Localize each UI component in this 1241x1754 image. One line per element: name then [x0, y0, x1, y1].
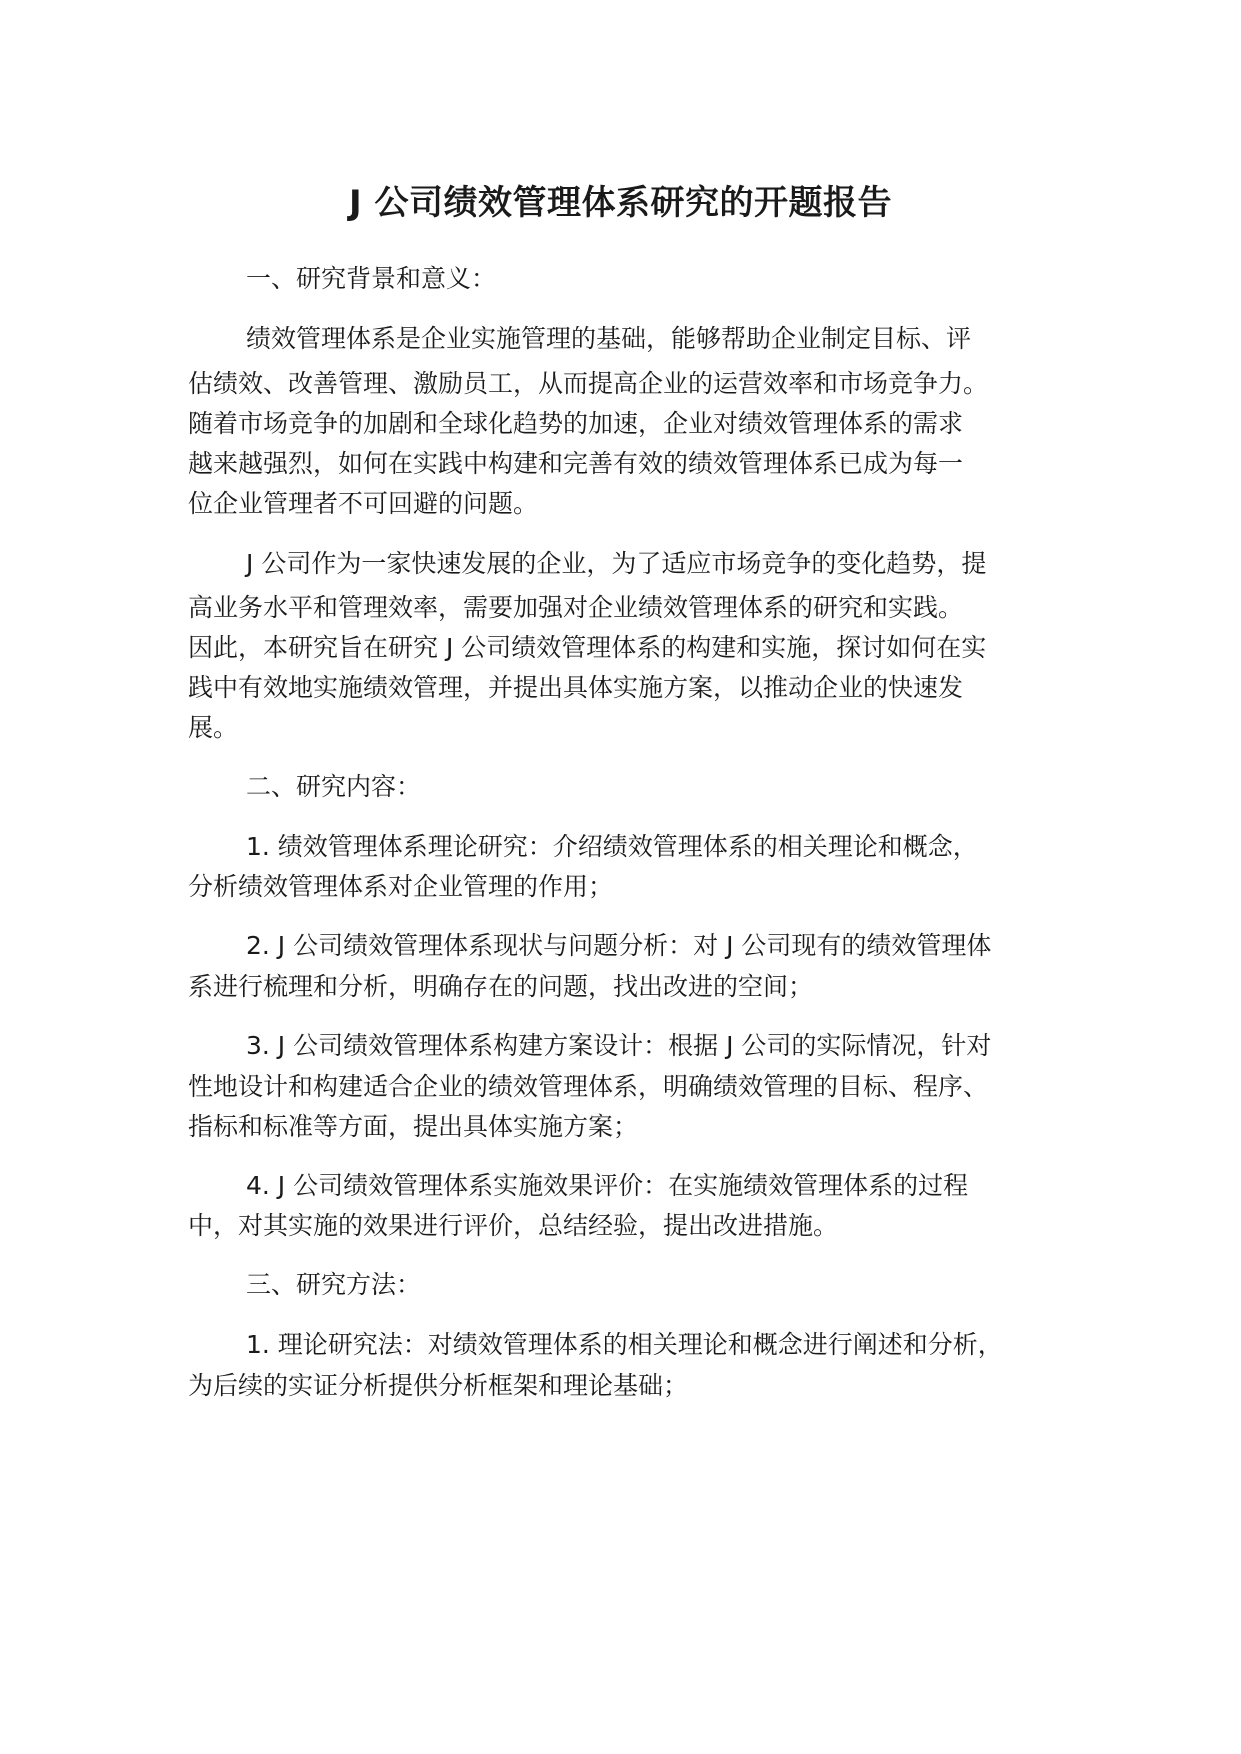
section-heading-content: 二、研究内容：: [246, 772, 422, 801]
paragraph-line: 位企业管理者不可回避的问题。: [188, 489, 539, 518]
list-item-line: 指标和标准等方面，提出具体实施方案；: [188, 1112, 639, 1141]
paragraph-line: 随着市场竞争的加剧和全球化趋势的加速，企业对绩效管理体系的需求: [188, 409, 964, 438]
list-item-line: 1. 绩效管理体系理论研究：介绍绩效管理体系的相关理论和概念，: [246, 832, 978, 861]
list-item-line: 3. J 公司绩效管理体系构建方案设计：根据 J 公司的实际情况，针对: [246, 1031, 992, 1060]
paragraph-line: 绩效管理体系是企业实施管理的基础，能够帮助企业制定目标、评: [246, 324, 972, 353]
list-item-line: 1. 理论研究法：对绩效管理体系的相关理论和概念进行阐述和分析，: [246, 1330, 1003, 1359]
list-item-line: 系进行梳理和分析，明确存在的问题，找出改进的空间；: [188, 972, 814, 1001]
list-item-line: 中，对其实施的效果进行评价，总结经验，提出改进措施。: [188, 1211, 839, 1240]
paragraph-line: 高业务水平和管理效率，需要加强对企业绩效管理体系的研究和实践。: [188, 593, 964, 622]
list-item-line: 为后续的实证分析提供分析框架和理论基础；: [188, 1371, 689, 1400]
list-item-line: 性地设计和构建适合企业的绩效管理体系，明确绩效管理的目标、程序、: [188, 1072, 989, 1101]
list-item-line: 4. J 公司绩效管理体系实施效果评价：在实施绩效管理体系的过程: [246, 1171, 969, 1200]
page-title: J 公司绩效管理体系研究的开题报告: [349, 183, 892, 223]
paragraph-line: 估绩效、改善管理、激励员工，从而提高企业的运营效率和市场竞争力。: [188, 369, 989, 398]
paragraph-line: 践中有效地实施绩效管理，并提出具体实施方案，以推动企业的快速发: [188, 673, 964, 702]
list-item-line: 2. J 公司绩效管理体系现状与问题分析：对 J 公司现有的绩效管理体: [246, 931, 992, 960]
paragraph-line: 因此，本研究旨在研究 J 公司绩效管理体系的构建和实施，探讨如何在实: [188, 633, 987, 662]
section-heading-methods: 三、研究方法：: [246, 1270, 422, 1299]
paragraph-line: J 公司作为一家快速发展的企业，为了适应市场竞争的变化趋势，提: [246, 549, 987, 578]
list-item-line: 分析绩效管理体系对企业管理的作用；: [188, 872, 614, 901]
paragraph-line: 展。: [188, 713, 239, 742]
section-heading-background: 一、研究背景和意义：: [246, 264, 497, 293]
paragraph-line: 越来越强烈，如何在实践中构建和完善有效的绩效管理体系已成为每一: [188, 449, 964, 478]
